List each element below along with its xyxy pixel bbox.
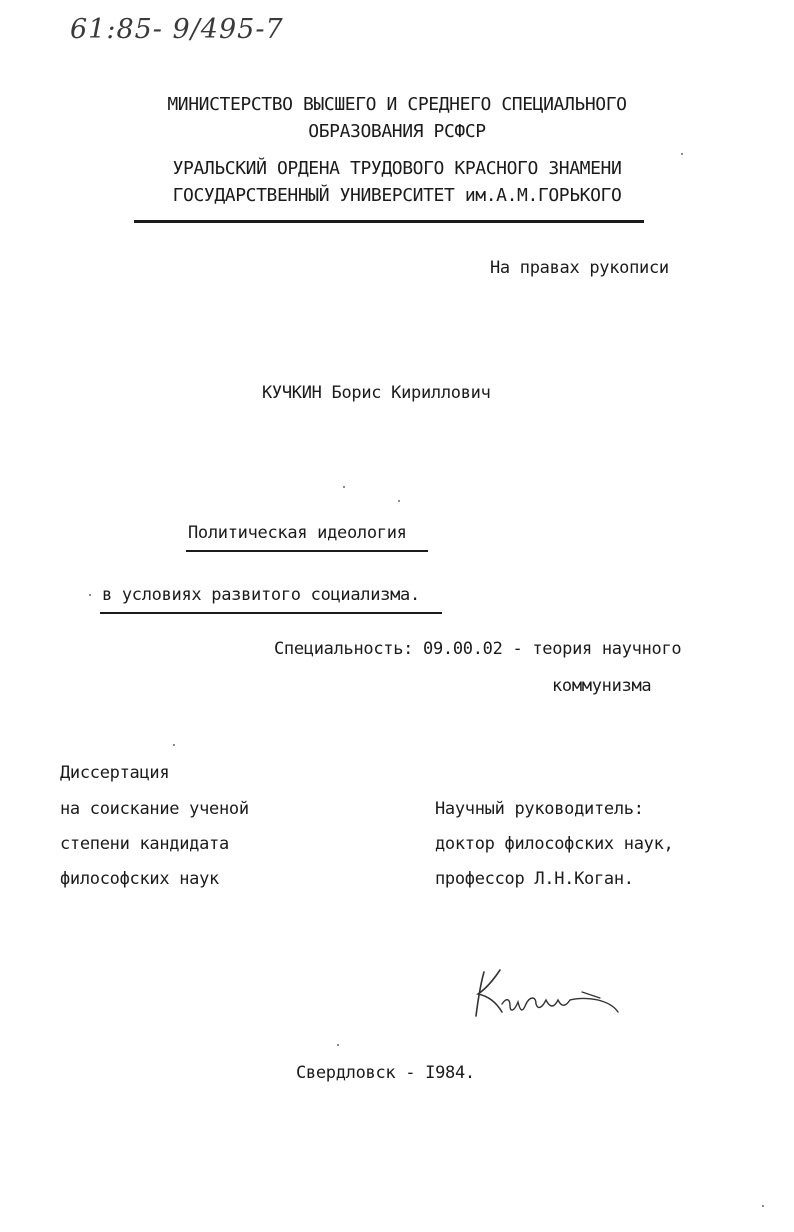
scan-speck	[337, 1044, 339, 1046]
manuscript-rights: На правах рукописи	[490, 258, 669, 278]
dissertation-line-3: степени кандидата	[60, 834, 229, 854]
ministry-line-2: ОБРАЗОВАНИЯ РСФСР	[308, 121, 486, 142]
scan-speck	[89, 594, 91, 596]
signature	[466, 962, 626, 1028]
scan-speck	[398, 500, 400, 502]
title-line-1: Политическая идеология	[188, 523, 407, 543]
dissertation-line-2: на соискание ученой	[60, 799, 249, 819]
dissertation-line-4: философских наук	[60, 869, 219, 889]
specialty-dash: -	[512, 639, 523, 659]
supervisor-line-1: Научный руководитель:	[435, 799, 644, 819]
university-line-2: ГОСУДАРСТВЕННЫЙ УНИВЕРСИТЕТ им.А.М.ГОРЬКОГО	[172, 185, 622, 206]
specialty-label: Специальность:	[274, 639, 414, 659]
ministry-line-1: МИНИСТЕРСТВО ВЫСШЕГО И СРЕДНЕГО СПЕЦИАЛЬНОГО	[167, 94, 627, 115]
title-line-2: в условиях развитого социализма.	[102, 585, 420, 605]
title-line-2-underline	[100, 612, 442, 614]
scan-speck	[343, 486, 345, 488]
university-line-1: УРАЛЬСКИЙ ОРДЕНА ТРУДОВОГО КРАСНОГО ЗНАМЕНИ	[172, 158, 622, 179]
scan-speck	[762, 1205, 764, 1207]
archive-mark: 61:85- 9/495-7	[70, 14, 284, 45]
specialty-code: 09.00.02	[423, 639, 503, 659]
specialty-line	[274, 639, 681, 659]
specialty-name-1: теория научного	[532, 639, 682, 659]
scan-speck	[681, 153, 683, 155]
title-line-1-underline	[186, 550, 428, 552]
header-rule	[134, 220, 644, 223]
specialty-name-2: коммунизма	[552, 676, 652, 696]
author-name: КУЧКИН Борис Кириллович	[262, 383, 491, 403]
scan-speck	[173, 744, 175, 746]
dissertation-line-1: Диссертация	[60, 763, 170, 783]
signature-scribble	[466, 962, 626, 1024]
supervisor-line-3: профессор Л.Н.Коган.	[435, 869, 634, 889]
supervisor-line-2: доктор философских наук,	[435, 834, 674, 854]
city-year: Свердловск - I984.	[296, 1063, 475, 1083]
